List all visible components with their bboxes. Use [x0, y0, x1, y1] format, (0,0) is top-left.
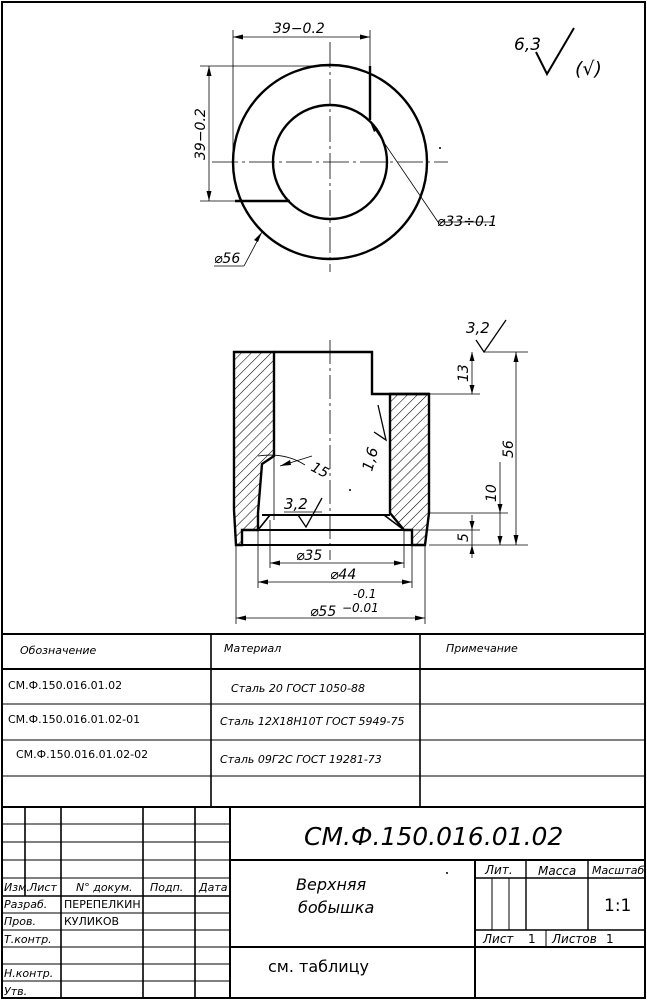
col-izm: Изм. [4, 881, 30, 894]
sheets-label: Листов [552, 932, 597, 946]
roughness-bore-label: 1,6 [358, 445, 383, 474]
role-tcontrol: Т.контр. [4, 933, 52, 946]
spec-row-2-designation: СМ.Ф.150.016.01.02-01 [8, 713, 141, 726]
dim-height-label: 39−0.2 [193, 108, 209, 160]
role-ncontrol: Н.контр. [4, 967, 54, 980]
spec-row-3-designation: СМ.Ф.150.016.01.02-02 [16, 748, 149, 761]
dim-chamfer-label: 15 [308, 459, 332, 482]
dim-d35-label: ⌀35 [296, 548, 323, 564]
dim-5-label: 5 [456, 533, 472, 542]
scale-label: Масштаб [592, 864, 645, 877]
sheets-value: 1 [606, 932, 614, 946]
section-view [234, 319, 528, 624]
top-view [193, 21, 497, 272]
roughness-value: 6,3 [514, 35, 542, 55]
sheet-label: Лист [483, 932, 514, 946]
hatch-right-wall [390, 394, 429, 545]
spec-row-2-material: Сталь 12Х18Н10Т ГОСТ 5949-75 [220, 715, 405, 728]
tol-upper-label: -0.1 [353, 587, 377, 601]
col-sign: Подп. [150, 881, 184, 894]
col-list: Лист [29, 881, 57, 894]
role-check: Пров. [4, 915, 36, 928]
dim-13-label: 13 [456, 364, 472, 382]
spec-header-designation: Обозначение [20, 644, 97, 657]
spec-row-1-material: Сталь 20 ГОСТ 1050-88 [231, 682, 365, 695]
dim-outer-dia-label: ⌀56 [214, 251, 241, 267]
col-doc: N° докум. [76, 881, 133, 894]
spec-row-1-designation: СМ.Ф.150.016.01.02 [8, 679, 123, 692]
title-name-line2: бобышка [298, 898, 375, 917]
lit-label: Лит. [485, 863, 513, 877]
spec-header-material: Материал [224, 642, 282, 655]
title-name-line1: Верхняя [296, 875, 367, 894]
hatch-left-wall [234, 352, 274, 545]
material-text: см. таблицу [268, 957, 370, 976]
roughness-symbol-general [514, 28, 602, 80]
dim-56-label: 56 [501, 440, 517, 458]
dim-inner-dia-label: ⌀33÷0.1 [437, 214, 498, 230]
dim-d55-label: ⌀55 [310, 604, 337, 620]
dim-width-label: 39−0.2 [273, 21, 325, 37]
sheet-value: 1 [528, 932, 536, 946]
dev-name: ПЕРЕПЕЛКИН [64, 898, 141, 911]
spec-row-3-material: Сталь 09Г2С ГОСТ 19281-73 [220, 753, 382, 766]
dim-10-label: 10 [484, 484, 500, 502]
roughness-bottom-label: 3,2 [284, 495, 308, 513]
col-date: Дата [199, 881, 228, 894]
roughness-suffix: (√) [575, 58, 602, 80]
dim-d44-label: ⌀44 [330, 567, 357, 583]
role-dev: Разраб. [4, 898, 48, 911]
spec-header-note: Примечание [446, 642, 518, 655]
spec-table [2, 634, 645, 807]
check-name: КУЛИКОВ [64, 915, 120, 928]
roughness-top-label: 3,2 [466, 319, 490, 337]
scale-value: 1:1 [604, 896, 632, 916]
mass-label: Масса [538, 864, 577, 878]
tol-lower-label: −0.01 [342, 601, 379, 615]
title-code: СМ.Ф.150.016.01.02 [304, 822, 564, 851]
title-block [2, 807, 645, 998]
role-approve: Утв. [4, 985, 28, 998]
